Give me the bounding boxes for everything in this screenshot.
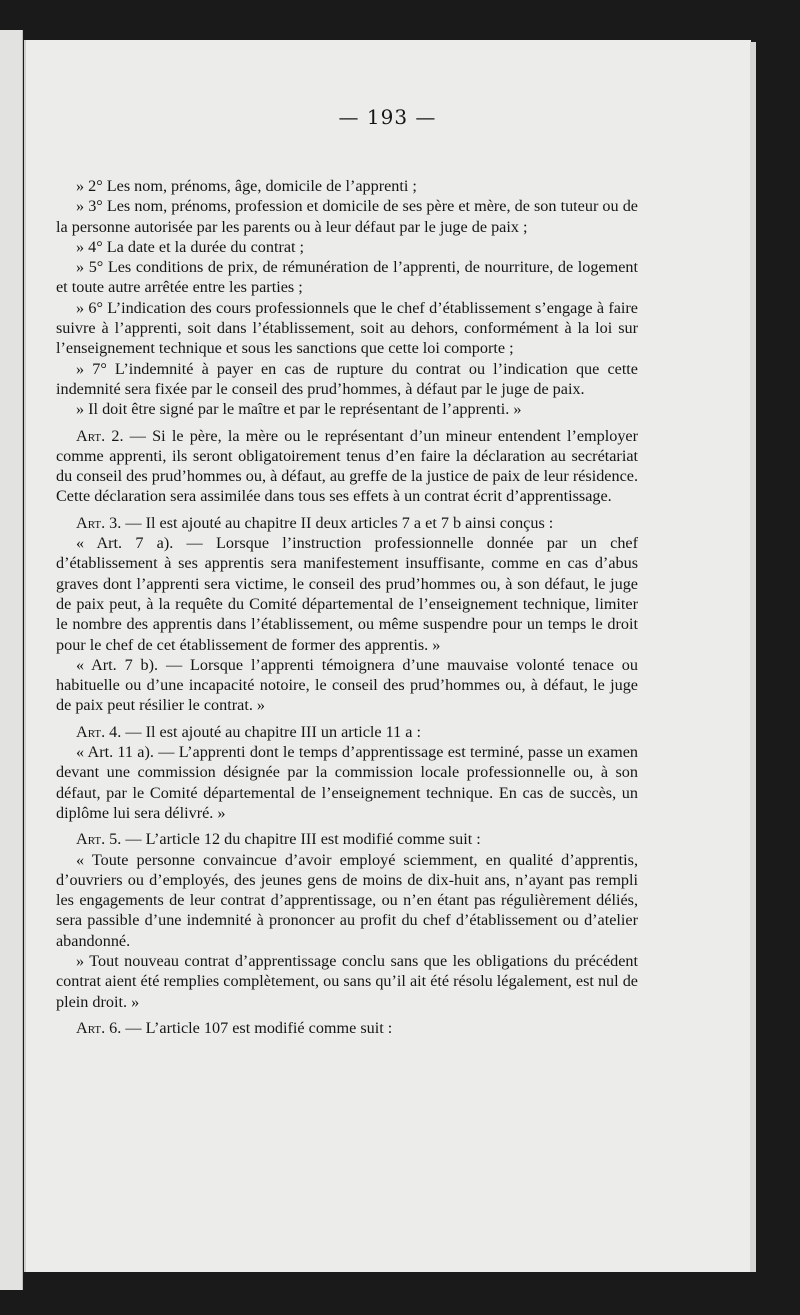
paragraph: » Il doit être signé par le maître et par le représentant de l’apprenti. » [76,400,522,419]
paragraph: » 4° La date et la durée du contrat ; [76,237,305,256]
paragraph: » 7° L’indemnité à payer en cas de rupture du contrat ou l’indication que cette indemnité sera fixée par le conseil des prud’hommes, à défaut par le juge de paix. [56,359,638,398]
page-edge [750,42,756,1272]
paragraph: « Toute personne convaincue d’avoir employé sciemment, en qualité d’apprentis, d’ouvriers ou d’employés, des jeunes gens de moins de dix-huit ans, n’ayant pas rempli les engagements de leur contrat d’apprentissage, ou n’en étant pas régulièrement déliés, sera passible d’une indemnité à prononcer au profit du chef d’établissement ou d’atelier abandonné. [56,850,638,950]
article-label: Art. 2. [76,426,124,445]
paragraph: » 5° Les conditions de prix, de rémunération de l’apprenti, de nourriture, de logement et toute autre arrêtée entre les parties ; [56,258,638,297]
article-paragraph: Art. 5. — L’article 12 du chapitre III est modifié comme suit : [76,830,481,849]
article-label: Art. 4. [76,722,122,741]
paragraph: « Art. 7 a). — Lorsque l’instruction professionnelle donnée par un chef d’établissement à ses apprentis sera manifestement insuffisante, comme en cas d’abus graves dont l’apprenti sera victime, le conseil des prud’hommes ou, à son défaut, le juge de paix peut, à la requête du Comité départemental de l’enseignement technique, limiter le nombre des apprentis dans l’établissement, ou même suspendre pour un temps le droit pour le chef de cet établissement de former des apprentis. » [56,534,638,654]
page-body [56,176,638,1038]
paragraph: » Tout nouveau contrat d’apprentissage conclu sans que les obligations du précédent contrat aient été remplies complètement, ou sans qu’il ait été résolu légalement, est nul de plein droit. » [56,951,638,1011]
article-paragraph: Art. 3. — Il est ajouté au chapitre II deux articles 7 a et 7 b ainsi conçus : [76,513,554,532]
paragraph: » 6° L’indication des cours professionnels que le chef d’établissement s’engage à faire suivre à l’apprenti, soit dans l’établissement, soit au dehors, conformément à la loi sur l’enseignement technique et sous les sanctions que cette loi comporte ; [56,298,638,358]
facing-page-edge [0,30,23,1290]
paragraph: « Art. 7 b). — Lorsque l’apprenti témoignera d’une mauvaise volonté tenace ou habituelle ou d’une incapacité notoire, le conseil des prud’hommes ou, à défaut, le juge de paix peut résilier le contrat. » [56,655,638,715]
paragraph: » 3° Les nom, prénoms, profession et domicile de ses père et mère, de son tuteur ou de la personne autorisée par les parents ou à leur défaut par le juge de paix ; [56,197,638,236]
article-paragraph: Art. 4. — Il est ajouté au chapitre III un article 11 a : [76,722,421,741]
article-paragraph: Art. 6. — L’article 107 est modifié comme suit : [76,1018,393,1037]
article-paragraph: Art. 2. — Si le père, la mère ou le représentant d’un mineur entendent l’employer comme apprenti, ils seront obligatoirement tenus d’en faire la déclaration au secrétariat du conseil des prud’hommes ou, à défaut, au greffe de la justice de paix de leur résidence. Cette déclaration sera assimilée dans tous ses effets à un contrat écrit d’apprentissage. [56,426,638,506]
page-number: — 193 — [338,105,437,129]
article-label: Art. 3. [76,513,122,532]
article-label: Art. 5. [76,830,122,849]
paragraph: « Art. 11 a). — L’apprenti dont le temps d’apprentissage est terminé, passe un examen devant une commission désignée par la commission locale professionnelle ou, à son défaut, par le Comité départemental de l’enseignement technique. En cas de succès, un diplôme lui sera délivré. » [56,743,638,822]
article-label: Art. 6. [76,1018,122,1037]
paragraph: » 2° Les nom, prénoms, âge, domicile de l’apprenti ; [76,177,417,195]
